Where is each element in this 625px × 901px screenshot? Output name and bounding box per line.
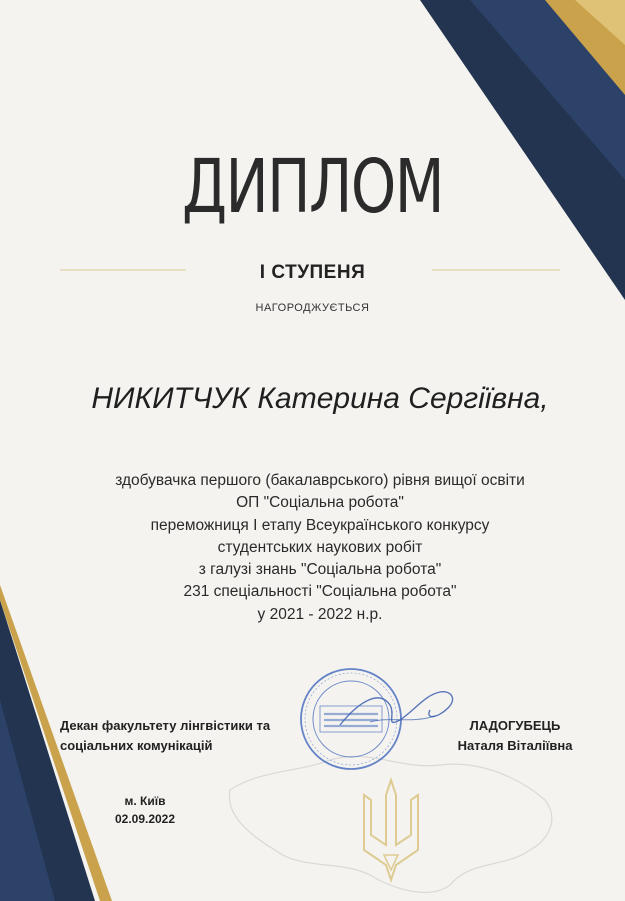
diploma-title: ДИПЛОМ bbox=[182, 144, 443, 230]
description-line: 231 спеціальності "Соціальна робота" bbox=[183, 583, 457, 601]
description-line: у 2021 - 2022 н.р. bbox=[257, 605, 383, 623]
recipient-name: НИКИТЧУК Катерина Сергіївна, bbox=[91, 382, 549, 415]
award-description bbox=[20, 470, 620, 626]
signer-name: Наталя Віталіївна bbox=[457, 738, 573, 753]
city-label: м. Київ bbox=[124, 794, 166, 808]
description-line: ОП "Соціальна робота" bbox=[236, 494, 404, 512]
awarded-label: НАГОРОДЖУЄТЬСЯ bbox=[255, 302, 370, 314]
description-line: здобувачка першого (бакалаврського) рівня вищої освіти bbox=[115, 472, 525, 489]
signer-block bbox=[425, 716, 605, 756]
description-line: переможниця І етапу Всеукраїнського конкурсу bbox=[150, 516, 490, 534]
description-line: студентських наукових робіт bbox=[217, 538, 423, 556]
dean-title bbox=[60, 716, 270, 756]
degree-label: І СТУПЕНЯ bbox=[259, 262, 366, 283]
dean-title-line: соціальних комунікацій bbox=[60, 738, 213, 753]
dean-title-line: Декан факультету лінгвістики та bbox=[60, 718, 271, 733]
place-date-block bbox=[100, 792, 190, 828]
signer-surname: ЛАДОГУБЕЦЬ bbox=[469, 718, 561, 733]
trident-emblem-icon bbox=[356, 775, 426, 885]
date-label: 02.09.2022 bbox=[114, 812, 176, 826]
description-line: з галузі знань "Соціальна робота" bbox=[198, 561, 442, 579]
